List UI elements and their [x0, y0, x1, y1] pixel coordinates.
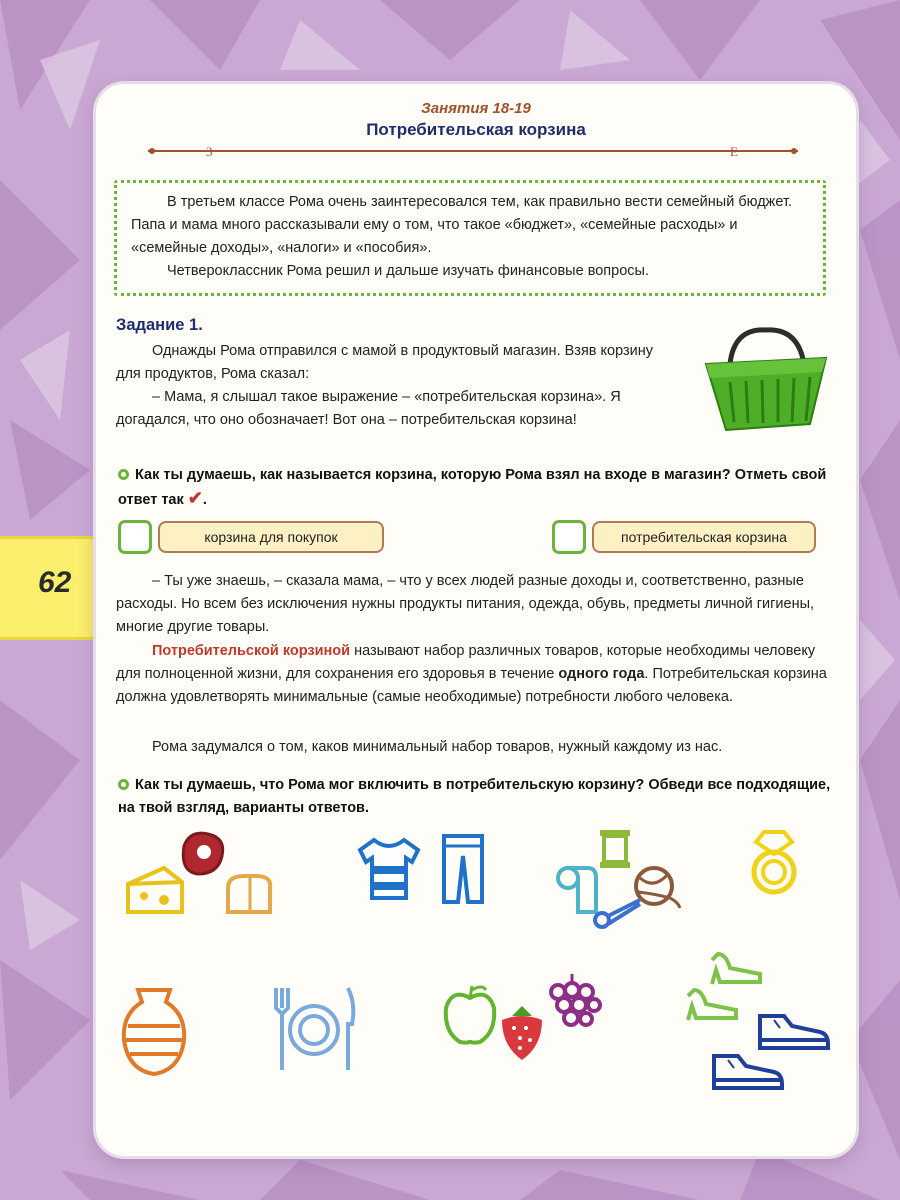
- bullet-icon: [118, 469, 129, 480]
- option-1-checkbox[interactable]: [118, 520, 152, 554]
- question-1-text: Как ты думаешь, как называется корзина, которую Рома взял на входе в магазин? Отметь свой ответ так: [118, 467, 827, 508]
- intro-paragraph-1: В третьем классе Рома очень заинтересовался тем, как правильно вести семейный бюджет. Папа и мама много рассказывали ему о том, что такое «бюджет», «семейные расходы» и «семейные доходы», «налоги» и «пособия».: [131, 194, 793, 256]
- lesson-label: Занятия 18-19: [421, 100, 531, 117]
- decorative-rule: [148, 144, 798, 158]
- tshirt-icon: [354, 836, 424, 902]
- task-paragraph-2: – Мама, я слышал такое выражение – «потребительская корзина». Я догадался, что оно обозначает! Вот она – потребительская корзина!: [116, 389, 621, 428]
- strawberry-icon: [496, 1002, 548, 1064]
- apple-icon: [440, 982, 500, 1046]
- rule-left-mark: 3: [206, 144, 213, 158]
- question-2: [118, 774, 834, 820]
- meat-icon: [176, 828, 228, 880]
- task-paragraph-5: Рома задумался о том, каков минимальный набор товаров, нужный каждому из нас.: [152, 739, 723, 755]
- bullet-icon: [118, 779, 129, 790]
- option-1-label: корзина для покупок: [158, 521, 384, 553]
- grapes-icon: [542, 972, 606, 1036]
- task-title: Задание 1.: [116, 316, 203, 334]
- task-paragraph-4: Потребительской корзиной называют набор различных товаров, которые необходимы человеку для полноценной жизни, для сохранения его здоровья в течение одного года. Потребительская корзина должна удовлетворять минимальные (самые необходимые) потребности любого человека.: [116, 643, 827, 705]
- option-2-checkbox[interactable]: [552, 520, 586, 554]
- question-1: Как ты думаешь, как называется корзина, которую Рома взял на входе в магазин? Отметь свой ответ так ✔.: [118, 467, 827, 508]
- trousers-icon: [440, 832, 486, 906]
- task-paragraph-1: Однажды Рома отправился с мамой в продуктовый магазин. Взяв корзину для продуктов, Рома сказал:: [116, 343, 654, 382]
- bread-icon: [222, 872, 276, 916]
- plate-cutlery-icon: [268, 984, 360, 1074]
- rule-right-mark: Е: [730, 144, 738, 158]
- task-paragraph-3: – Ты уже знаешь, – сказала мама, – что у всех людей разные доходы и, соответственно, разные расходы. Но всем без исключения нужны продукты питания, одежда, обувь, предметы личной гигиены, многие другие товары.: [116, 573, 815, 635]
- safety-pin-icon: [592, 892, 646, 932]
- intro-paragraph-2: Четвероклассник Рома решил и дальше изучать финансовые вопросы.: [167, 263, 649, 279]
- sneakers-icon: [708, 1004, 832, 1094]
- thread-spool-icon: [594, 826, 636, 872]
- page-number: 62: [38, 566, 72, 599]
- worksheet-card: [96, 84, 856, 1156]
- page-title: Потребительская корзина: [366, 120, 586, 139]
- option-2-label: потребительская корзина: [592, 521, 816, 553]
- term-highlight: Потребительской корзиной: [152, 643, 351, 659]
- ring-icon: [746, 828, 802, 898]
- basket-icon: [700, 324, 832, 436]
- intro-box: [114, 180, 826, 296]
- checkmark-icon: ✔: [187, 488, 203, 508]
- vase-icon: [118, 984, 190, 1078]
- question-2-text: Как ты думаешь, что Рома мог включить в потребительскую корзину? Обведи все подходящие, на твой взгляд, варианты ответов.: [118, 777, 831, 816]
